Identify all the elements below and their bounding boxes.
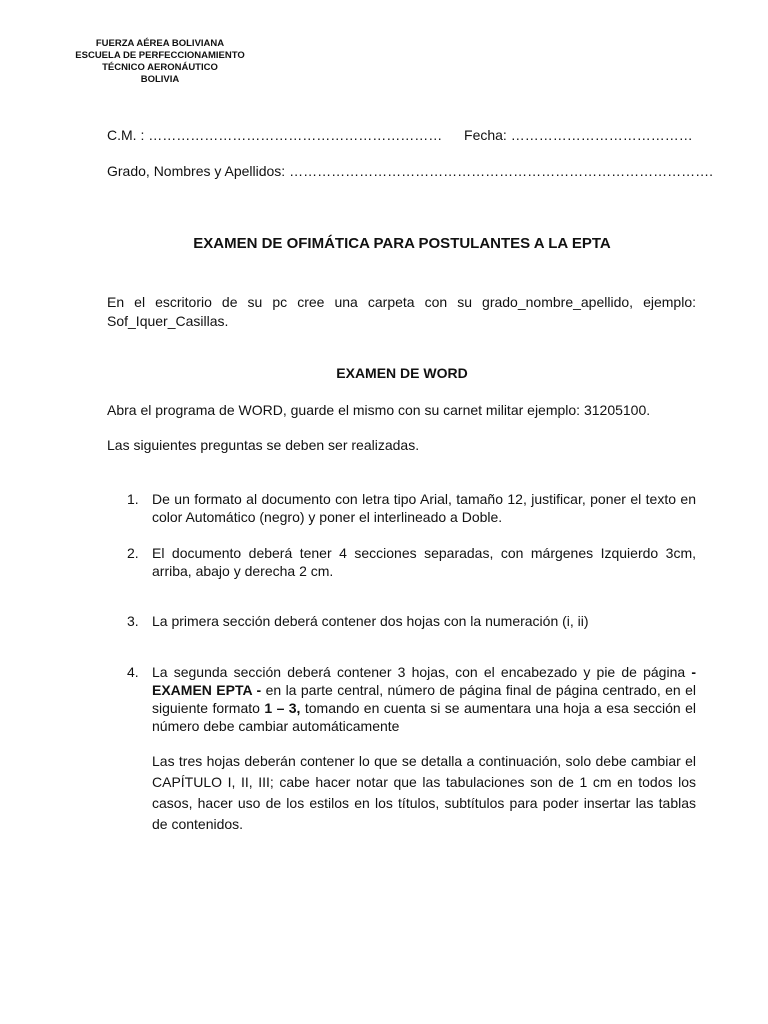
header-line-country: BOLIVIA (140, 74, 180, 85)
header-line-technical: TÉCNICO AERONÁUTICO (102, 62, 218, 73)
exam-title: EXAMEN DE OFIMÁTICA PARA POSTULANTES A LA EPTA (193, 235, 611, 252)
questions-intro: Las siguientes preguntas se deben ser realizadas. (107, 437, 420, 453)
item4-bold-header-footer: - EXAMEN EPTA - (152, 664, 696, 698)
item4-extra-paragraph: Las tres hojas deberán contener lo que se detalla a continuación, solo debe cambiar el CAPÍTULO I, II, III; cabe hacer notar que las tabulaciones son de 1 cm en todos los casos, hacer uso de los estilos en los títulos, subtítulos para poder insertar las tablas de contenidos. (152, 753, 696, 832)
list-item-number: 1. (127, 491, 139, 507)
list-item-text: La primera sección deberá contener dos hojas con la numeración (i, ii) (152, 613, 589, 629)
list-item-text (152, 663, 696, 735)
item4-text-b: en la parte central, número de página final de página centrado, en el siguiente formato (152, 682, 697, 716)
item4-text-c: tomando en cuenta si se aumentara una hoja a esa sección el número debe cambiar automáticamente (152, 700, 696, 734)
intro-paragraph: En el escritorio de su pc cree una carpeta con su grado_nombre_apellido, ejemplo: Sof_Iquer_Casillas. (107, 294, 696, 329)
cm-fecha-line (107, 127, 693, 143)
list-item (107, 663, 696, 735)
cm-field-dots: ……………………………………………………… (148, 127, 443, 143)
grado-line (107, 163, 713, 179)
list-item-text: De un formato al documento con letra tipo Arial, tamaño 12, justificar, poner el texto en color Automático (negro) y poner el interlineado a Doble. (152, 491, 696, 525)
list-item-number: 3. (127, 613, 139, 629)
cm-label: C.M. : (107, 127, 145, 143)
open-word-instruction: Abra el programa de WORD, guarde el mismo con su carnet militar ejemplo: 31205100. (107, 402, 651, 418)
item4-text-a: La segunda sección deberá contener 3 hojas, con el encabezado y pie de página (152, 664, 686, 680)
fecha-label: Fecha: (464, 127, 507, 143)
list-item (107, 612, 696, 630)
list-item (107, 544, 696, 580)
list-item-text: El documento deberá tener 4 secciones separadas, con márgenes Izquierdo 3cm, arriba, abajo y derecha 2 cm. (152, 545, 696, 579)
list-item-number: 2. (127, 545, 139, 561)
word-exam-heading: EXAMEN DE WORD (336, 365, 468, 381)
fecha-field-dots: ………………………………… (510, 127, 693, 143)
list-item (107, 490, 696, 526)
grado-field-dots: ………………………………………………………………………………. (289, 163, 713, 179)
institution-header (60, 38, 260, 86)
header-line-air-force: FUERZA AÉREA BOLIVIANA (95, 38, 225, 49)
list-item-number: 4. (127, 664, 139, 680)
header-line-school: ESCUELA DE PERFECCIONAMIENTO (75, 50, 245, 61)
grado-label: Grado, Nombres y Apellidos: (107, 163, 286, 179)
item4-bold-format: 1 – 3, (264, 700, 301, 716)
